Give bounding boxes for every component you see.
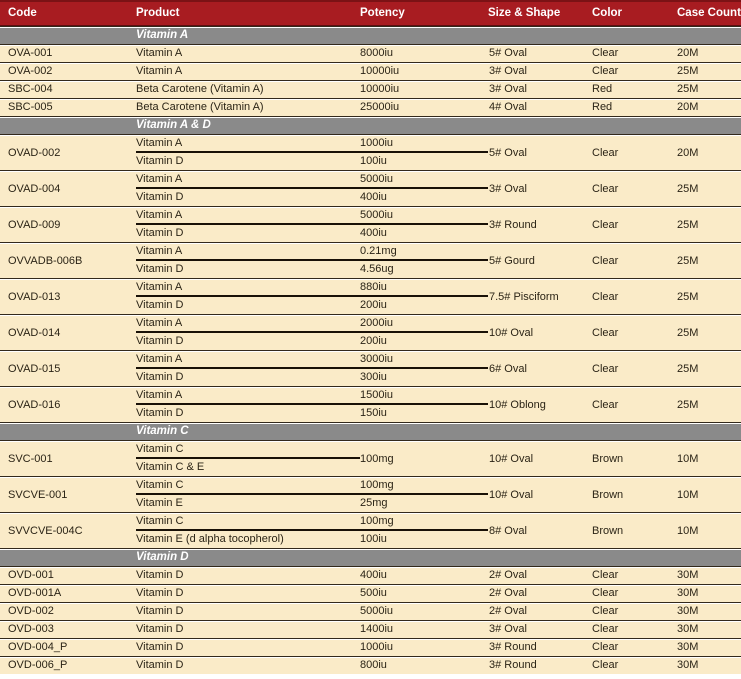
case-count-cell: 25M (677, 62, 741, 80)
product-subrow (136, 297, 488, 314)
code-cell: OVD-003 (0, 620, 136, 638)
potency-value: 25000iu (360, 98, 488, 116)
section-title: Vitamin A & D (0, 116, 741, 134)
product-stack (136, 243, 488, 278)
section-row (0, 116, 741, 134)
product-stack (136, 135, 488, 170)
product-row (0, 98, 741, 116)
product-name: Vitamin D (136, 638, 360, 656)
product-name: Vitamin D (136, 227, 184, 239)
potency-value: 10000iu (360, 80, 488, 98)
color-cell: Red (592, 98, 677, 116)
case-count-cell: 30M (677, 566, 741, 584)
case-count-cell: 20M (677, 134, 741, 170)
potency-value: 4.56ug (360, 263, 394, 275)
section-row (0, 422, 741, 440)
product-name: Vitamin D (136, 191, 184, 203)
section-row (0, 26, 741, 44)
product-subrow (136, 171, 488, 189)
case-count-cell: 25M (677, 386, 741, 422)
code-cell: SVVCVE-004C (0, 512, 136, 548)
potency-value: 5000iu (360, 173, 394, 185)
product-name: Vitamin C & E (136, 461, 205, 473)
column-header: Case Count (677, 0, 741, 26)
size-cell: 2# Oval (488, 566, 592, 584)
potency-value: 100iu (360, 155, 387, 167)
color-cell: Clear (592, 566, 677, 584)
size-cell: 10# Oval (488, 476, 592, 512)
size-cell: 10# Oblong (488, 386, 592, 422)
product-row (0, 80, 741, 98)
column-header: Product (136, 0, 360, 26)
code-cell: OVD-004_P (0, 638, 136, 656)
product-name: Vitamin A (136, 137, 183, 149)
product-row (0, 620, 741, 638)
potency-value: 100mg (360, 452, 394, 465)
potency-value: 400iu (360, 191, 387, 203)
column-header: Size & Shape (488, 0, 592, 26)
color-cell: Clear (592, 350, 677, 386)
product-name: Vitamin A (136, 62, 360, 80)
case-count-cell: 10M (677, 476, 741, 512)
size-cell: 2# Oval (488, 584, 592, 602)
product-row (0, 134, 741, 170)
product-potency-cell (136, 440, 488, 476)
product-potency-cell (136, 476, 488, 512)
size-cell: 3# Oval (488, 80, 592, 98)
product-subrow (136, 477, 488, 495)
product-potency-cell (136, 350, 488, 386)
case-count-cell: 25M (677, 350, 741, 386)
size-cell: 8# Oval (488, 512, 592, 548)
code-cell: SVCVE-001 (0, 476, 136, 512)
color-cell: Clear (592, 278, 677, 314)
product-name: Vitamin D (136, 566, 360, 584)
case-count-cell: 30M (677, 656, 741, 674)
potency-value: 400iu (360, 566, 488, 584)
product-row (0, 386, 741, 422)
product-name: Vitamin A (136, 173, 183, 185)
potency-value: 25mg (360, 497, 388, 509)
product-potency-cell (136, 278, 488, 314)
code-cell: OVD-006_P (0, 656, 136, 674)
code-cell: SBC-005 (0, 98, 136, 116)
product-subrow (136, 513, 488, 531)
product-name: Vitamin C (136, 443, 184, 455)
color-cell: Clear (592, 242, 677, 278)
product-subrow (136, 243, 488, 261)
case-count-cell: 25M (677, 80, 741, 98)
color-cell: Clear (592, 44, 677, 62)
code-cell: OVAD-014 (0, 314, 136, 350)
product-stack (136, 351, 488, 386)
case-count-cell: 20M (677, 98, 741, 116)
product-name: Vitamin A (136, 281, 183, 293)
size-cell: 3# Oval (488, 620, 592, 638)
case-count-cell: 25M (677, 314, 741, 350)
size-cell: 6# Oval (488, 350, 592, 386)
product-subrow (136, 441, 360, 459)
product-subrow (136, 459, 488, 476)
size-cell: 5# Gourd (488, 242, 592, 278)
potency-value: 3000iu (360, 353, 394, 365)
color-cell: Clear (592, 134, 677, 170)
product-name: Vitamin D (136, 620, 360, 638)
product-name: Vitamin D (136, 656, 360, 674)
potency-value: 100iu (360, 533, 387, 545)
color-cell: Clear (592, 584, 677, 602)
product-row (0, 584, 741, 602)
code-cell: OVAD-015 (0, 350, 136, 386)
potency-value: 800iu (360, 656, 488, 674)
section-title: Vitamin D (0, 548, 741, 566)
product-row (0, 476, 741, 512)
product-row (0, 566, 741, 584)
table-header-row (0, 0, 741, 26)
code-cell: SVC-001 (0, 440, 136, 476)
code-cell: OVD-001 (0, 566, 136, 584)
product-name: Vitamin D (136, 371, 184, 383)
size-cell: 4# Oval (488, 98, 592, 116)
table-body (0, 26, 741, 674)
color-cell: Clear (592, 62, 677, 80)
potency-value: 1000iu (360, 137, 394, 149)
product-row (0, 242, 741, 278)
product-subrow (136, 261, 488, 278)
code-cell: OVA-001 (0, 44, 136, 62)
color-cell: Clear (592, 656, 677, 674)
code-cell: OVAD-002 (0, 134, 136, 170)
product-subrow (136, 135, 488, 153)
product-subrow (136, 333, 488, 350)
case-count-cell: 10M (677, 512, 741, 548)
product-name: Vitamin A (136, 317, 183, 329)
case-count-cell: 25M (677, 278, 741, 314)
code-cell: OVAD-016 (0, 386, 136, 422)
product-name: Vitamin A (136, 353, 183, 365)
product-row (0, 62, 741, 80)
product-subrow (136, 153, 488, 170)
product-subrow (136, 225, 488, 242)
product-subrow (136, 315, 488, 333)
size-cell: 3# Round (488, 656, 592, 674)
case-count-cell: 30M (677, 584, 741, 602)
product-name: Vitamin A (136, 44, 360, 62)
product-stack (136, 207, 488, 242)
size-cell: 10# Oval (488, 440, 592, 476)
potency-value: 300iu (360, 371, 387, 383)
potency-value: 880iu (360, 281, 387, 293)
potency-value: 100mg (360, 515, 394, 527)
section-row (0, 548, 741, 566)
column-header: Code (0, 0, 136, 26)
product-stack (136, 171, 488, 206)
product-subrow (136, 405, 488, 422)
color-cell: Red (592, 80, 677, 98)
potency-value: 400iu (360, 227, 387, 239)
product-row (0, 170, 741, 206)
product-row (0, 350, 741, 386)
case-count-cell: 25M (677, 242, 741, 278)
color-cell: Clear (592, 620, 677, 638)
product-subrow (136, 531, 488, 548)
product-potency-cell (136, 242, 488, 278)
code-cell: OVAD-009 (0, 206, 136, 242)
product-subrow (136, 495, 488, 512)
size-cell: 3# Oval (488, 170, 592, 206)
size-cell: 3# Round (488, 638, 592, 656)
case-count-cell: 10M (677, 440, 741, 476)
product-stack (136, 387, 488, 422)
color-cell: Clear (592, 206, 677, 242)
product-name: Beta Carotene (Vitamin A) (136, 98, 360, 116)
product-stack (136, 279, 488, 314)
potency-value: 5000iu (360, 602, 488, 620)
potency-value: 2000iu (360, 317, 394, 329)
product-row (0, 206, 741, 242)
case-count-cell: 30M (677, 638, 741, 656)
product-name: Vitamin D (136, 602, 360, 620)
product-stack (136, 513, 488, 548)
size-cell: 7.5# Pisciform (488, 278, 592, 314)
potency-value: 1000iu (360, 638, 488, 656)
code-cell: OVD-001A (0, 584, 136, 602)
size-cell: 5# Oval (488, 134, 592, 170)
product-stack (136, 315, 488, 350)
column-header: Color (592, 0, 677, 26)
code-cell: OVA-002 (0, 62, 136, 80)
product-row (0, 440, 741, 476)
case-count-cell: 25M (677, 170, 741, 206)
size-cell: 5# Oval (488, 44, 592, 62)
product-name: Vitamin C (136, 515, 184, 527)
product-stack (136, 441, 488, 476)
product-name: Vitamin D (136, 299, 184, 311)
product-subrow (136, 207, 488, 225)
case-count-cell: 20M (677, 44, 741, 62)
product-name: Vitamin D (136, 155, 184, 167)
potency-value: 8000iu (360, 44, 488, 62)
product-row (0, 44, 741, 62)
color-cell: Clear (592, 170, 677, 206)
product-potency-cell (136, 512, 488, 548)
product-name: Vitamin A (136, 389, 183, 401)
color-cell: Brown (592, 512, 677, 548)
product-subrow (136, 387, 488, 405)
product-row (0, 656, 741, 674)
product-name: Vitamin C (136, 479, 184, 491)
product-potency-cell (136, 206, 488, 242)
code-cell: OVD-002 (0, 602, 136, 620)
section-title: Vitamin A (0, 26, 741, 44)
section-title: Vitamin C (0, 422, 741, 440)
product-potency-cell (136, 170, 488, 206)
color-cell: Clear (592, 314, 677, 350)
size-cell: 3# Round (488, 206, 592, 242)
potency-value: 0.21mg (360, 245, 397, 257)
product-name: Vitamin D (136, 584, 360, 602)
color-cell: Clear (592, 638, 677, 656)
product-potency-cell (136, 134, 488, 170)
size-cell: 2# Oval (488, 602, 592, 620)
potency-value: 100mg (360, 479, 394, 491)
potency-value: 1400iu (360, 620, 488, 638)
product-name: Vitamin A (136, 245, 183, 257)
potency-value: 200iu (360, 335, 387, 347)
case-count-cell: 30M (677, 602, 741, 620)
product-row (0, 314, 741, 350)
product-stack (136, 477, 488, 512)
product-name: Vitamin D (136, 407, 184, 419)
color-cell: Clear (592, 386, 677, 422)
potency-value: 150iu (360, 407, 387, 419)
product-name: Beta Carotene (Vitamin A) (136, 80, 360, 98)
potency-value: 500iu (360, 584, 488, 602)
code-cell: OVAD-013 (0, 278, 136, 314)
code-cell: OVVADB-006B (0, 242, 136, 278)
product-name: Vitamin A (136, 209, 183, 221)
potency-value: 10000iu (360, 62, 488, 80)
product-subrow (136, 369, 488, 386)
product-subrow (136, 189, 488, 206)
product-potency-cell (136, 386, 488, 422)
product-row (0, 602, 741, 620)
code-cell: OVAD-004 (0, 170, 136, 206)
potency-value: 200iu (360, 299, 387, 311)
size-cell: 10# Oval (488, 314, 592, 350)
potency-value: 1500iu (360, 389, 394, 401)
product-name: Vitamin E (136, 497, 183, 509)
potency-value: 5000iu (360, 209, 394, 221)
case-count-cell: 30M (677, 620, 741, 638)
color-cell: Clear (592, 602, 677, 620)
color-cell: Brown (592, 440, 677, 476)
product-name: Vitamin D (136, 335, 184, 347)
product-row (0, 638, 741, 656)
product-row (0, 512, 741, 548)
product-row (0, 278, 741, 314)
product-subrow (136, 279, 488, 297)
product-name: Vitamin D (136, 263, 184, 275)
product-potency-cell (136, 314, 488, 350)
code-cell: SBC-004 (0, 80, 136, 98)
product-name: Vitamin E (d alpha tocopherol) (136, 533, 284, 545)
color-cell: Brown (592, 476, 677, 512)
product-subrow (136, 351, 488, 369)
case-count-cell: 25M (677, 206, 741, 242)
size-cell: 3# Oval (488, 62, 592, 80)
column-header: Potency (360, 0, 488, 26)
